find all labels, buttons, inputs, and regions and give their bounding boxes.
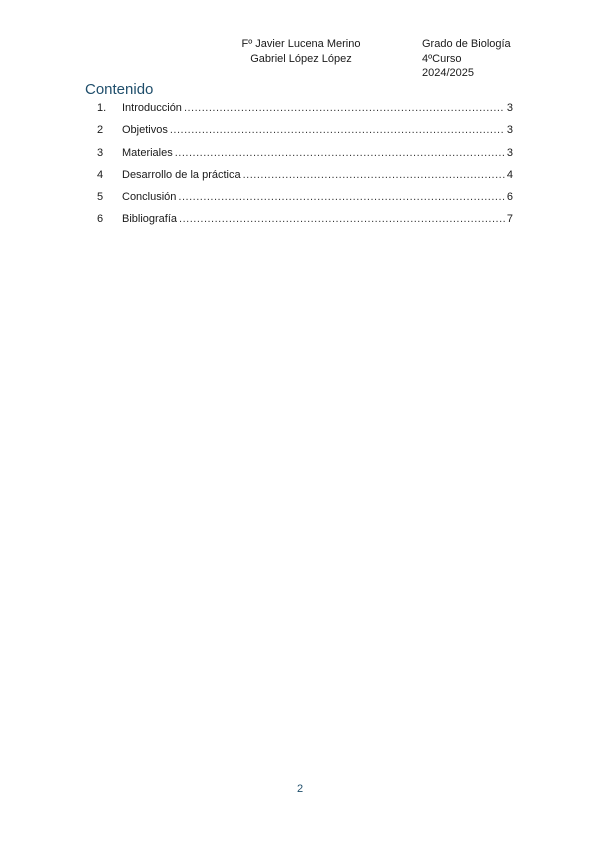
header-authors: [238, 37, 364, 66]
toc-entry-number: 4: [97, 168, 104, 181]
toc-dot-leader: [243, 168, 505, 182]
toc-dot-leader: [179, 212, 505, 226]
header-course-info: [422, 37, 511, 81]
toc-entry-number: 6: [97, 213, 104, 226]
toc-entry-page: 4: [506, 168, 513, 181]
toc-entry[interactable]: [97, 212, 513, 234]
degree-name: Grado de Biología: [422, 38, 511, 50]
course-year: 4ºCurso: [422, 52, 462, 65]
author-name: Gabriel López López: [250, 52, 352, 65]
toc-title: Contenido: [85, 81, 154, 98]
toc-entry-label: Materiales: [122, 146, 173, 159]
toc-entry-label: Conclusión: [122, 191, 177, 204]
toc-entry-page: 6: [506, 191, 513, 204]
toc-dot-leader: [170, 123, 505, 137]
toc-entry[interactable]: [97, 101, 513, 123]
toc-entry-label: Desarrollo de la práctica: [122, 168, 241, 181]
academic-year: 2024/2025: [422, 67, 474, 79]
toc-entry-number: 1.: [97, 102, 107, 114]
toc-entry-page: 3: [506, 124, 513, 137]
toc-entry-number: 5: [97, 191, 104, 204]
toc-entry-label: Objetivos: [122, 124, 168, 137]
toc-entry[interactable]: [97, 146, 513, 168]
page-number: 2: [296, 783, 304, 795]
toc-entry-label: Introducción: [122, 102, 182, 114]
toc-entry-label: Bibliografía: [122, 213, 178, 226]
toc-entry-page: 3: [506, 146, 513, 159]
toc-entry[interactable]: [97, 123, 513, 145]
toc-entry-number: 3: [97, 146, 104, 159]
toc-entry[interactable]: [97, 190, 513, 212]
toc-entry-number: 2: [97, 124, 104, 137]
table-of-contents: [97, 101, 513, 235]
toc-entry[interactable]: [97, 168, 513, 190]
toc-dot-leader: [175, 146, 505, 160]
author-name: Fº Javier Lucena Merino: [241, 38, 361, 50]
toc-entry-page: 7: [506, 213, 513, 226]
toc-dot-leader: [178, 190, 504, 204]
toc-dot-leader: [184, 101, 505, 115]
toc-entry-page: 3: [506, 102, 513, 114]
